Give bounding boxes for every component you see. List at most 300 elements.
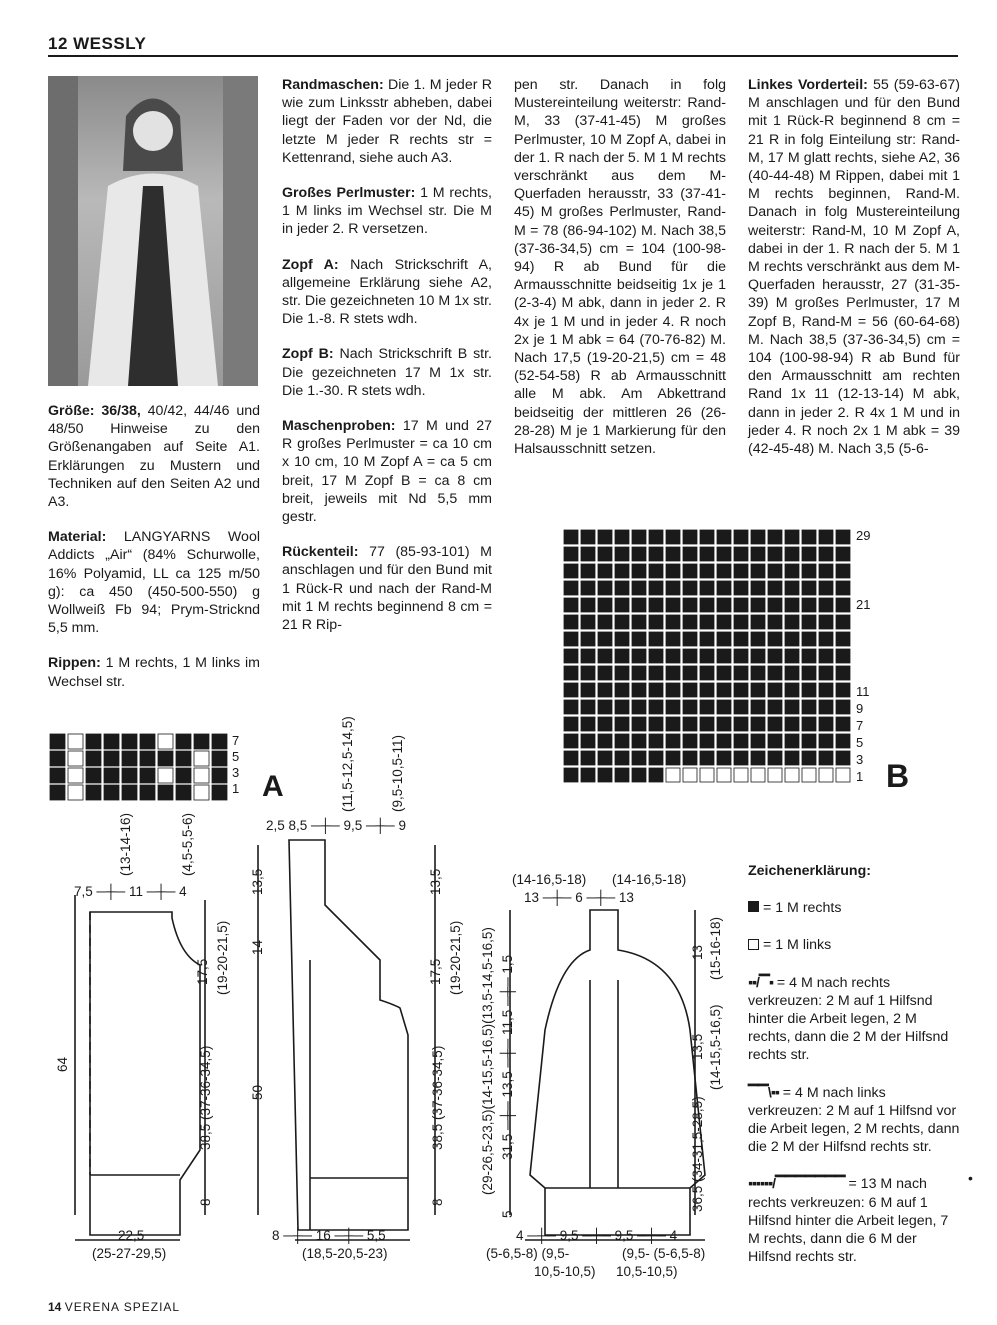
chart-b-cell: [751, 751, 765, 765]
chart-b-cell: [700, 700, 714, 714]
chart-b-cell: [836, 700, 850, 714]
chart-b-cell: [819, 649, 833, 663]
chart-b-cell: [819, 632, 833, 646]
chart-b-cell: [836, 666, 850, 680]
chart-b-cell: [717, 649, 731, 663]
chart-b-cell: [700, 666, 714, 680]
column-3: [514, 76, 726, 475]
chart-b-cell: [836, 632, 850, 646]
column-1: [48, 402, 260, 708]
chart-b-cell: [700, 649, 714, 663]
chart-a-row-3: 3: [232, 765, 240, 780]
page-number: 14: [48, 1300, 62, 1314]
chart-a-cell: [50, 751, 65, 766]
chart-b-cell: [819, 666, 833, 680]
chart-b-cell: [802, 615, 816, 629]
chart-b-cell: [564, 547, 578, 561]
chart-b-cell: [666, 700, 680, 714]
margin-mark: •: [968, 1170, 973, 1186]
chart-a-cell: [68, 768, 83, 783]
chart-b-cell: [751, 734, 765, 748]
chart-b-cell: [700, 683, 714, 697]
chart-b-cell: [666, 666, 680, 680]
chart-b-cell: [717, 666, 731, 680]
chart-b-cell: [700, 734, 714, 748]
chart-b-cell: [598, 632, 612, 646]
chart-b-cell: [581, 547, 595, 561]
chart-b-cell: [683, 700, 697, 714]
chart-a-cell: [176, 751, 191, 766]
chart-b-cell: [615, 700, 629, 714]
back-h-38-5: 38,5 (37-36-34,5): [198, 1045, 213, 1150]
chart-b-cell: [598, 547, 612, 561]
front-bottom-width-alt: (18,5-20,5-23): [302, 1246, 388, 1261]
chart-b-cell: [785, 717, 799, 731]
chart-a-cell: [212, 734, 227, 749]
chart-b-row-5: 5: [856, 735, 864, 750]
chart-b-cell: [717, 683, 731, 697]
chart-a-cell: [140, 734, 155, 749]
chart-b-row-21: 21: [856, 597, 871, 612]
chart-b-cell: [615, 751, 629, 765]
chart-b-cell: [751, 768, 765, 782]
chart-b-cell: [598, 768, 612, 782]
chart-b-cell: [683, 751, 697, 765]
linkes-vorderteil-label: Linkes Vorderteil:: [748, 77, 868, 93]
chart-b-cell: [768, 598, 782, 612]
chart-b-cell: [802, 547, 816, 561]
rippen-text: 1 M rechts, 1 M links im Wechsel str.: [48, 655, 260, 690]
chart-b-row-11: 11: [856, 684, 870, 699]
chart-b-cell: [819, 530, 833, 544]
chart-b-cell: [700, 564, 714, 578]
chart-b-cell: [734, 700, 748, 714]
chart-a-row-numbers: [232, 733, 239, 797]
chart-b-cell: [581, 564, 595, 578]
sleeve-top-alt-left: (14-16,5-18): [512, 872, 587, 887]
chart-b-cell: [751, 632, 765, 646]
chart-b-cell: [802, 530, 816, 544]
chart-b-cell: [581, 632, 595, 646]
chart-b-cell: [785, 564, 799, 578]
perlmuster-label: Großes Perlmuster:: [282, 185, 416, 202]
rueckenteil-continued-text: pen str. Danach in folg Mustereinteilung weiterstr: Rand-M, 33 (37-41-45) M großes Perlmuster, 10 M Zopf A, dabei in der 1. R nach der 5. M 1 M rechts verschränkt aus dem M-Querfaden herausstr, 33 (37-41-45) M großes Perlmuster, Rand-M = 78 (86-94-102) M. Nach 38,5 (37-36-34,5) cm = 104 (100-98-94) R ab Bund für die Armausschnitte beidseitig 1x je 1 (2-3-4) M abk, dann in jeder 2. R 4x je 1 M und in jeder 4. R noch 2x je 1 M abk = 64 (70-76-82) M. Nach 17,5 (19-20-21,5) cm = 48 (52-54-58) R ab Armausschnitt alle M abk. Am Abkettrand beidseitig der mittleren 26 (26-28-28) M je 1 Markierung für den Halsausschnitt setzen.: [514, 77, 726, 458]
chart-b-cell: [819, 581, 833, 595]
chart-b-cell: [598, 683, 612, 697]
chart-b-cell: [632, 530, 646, 544]
chart-b-cell: [751, 564, 765, 578]
front-bottom-width: 8 ─┼─ 16 ─┼─ 5,5: [272, 1228, 386, 1243]
chart-b-cell: [666, 649, 680, 663]
chart-b-cell: [819, 564, 833, 578]
knit-right-symbol-icon: [748, 901, 759, 912]
chart-a-cell: [104, 734, 119, 749]
chart-b-cell: [802, 683, 816, 697]
chart-b-cell: [785, 632, 799, 646]
chart-b-cell: [768, 530, 782, 544]
chart-b-cell: [768, 717, 782, 731]
chart-b-cell: [666, 717, 680, 731]
chart-b-row-9: 9: [856, 701, 864, 716]
chart-b-cell: [683, 632, 697, 646]
chart-b-cell: [768, 581, 782, 595]
chart-a-cell: [104, 768, 119, 783]
chart-a-row-7: 7: [232, 733, 240, 748]
chart-b-cell: [581, 649, 595, 663]
chart-b-cell: [564, 564, 578, 578]
chart-b-cell: [717, 700, 731, 714]
chart-b-cell: [598, 734, 612, 748]
back-piece-outline: [90, 912, 200, 1235]
chart-b-cell: [802, 751, 816, 765]
chart-b-cell: [615, 632, 629, 646]
chart-b-cell: [717, 530, 731, 544]
chart-b-cell: [598, 564, 612, 578]
chart-b-cell: [836, 530, 850, 544]
sleeve-left-rot-a: (29-26,5-23,5)(14-15,5-16,5)(13,5-14,5-16,5): [480, 927, 495, 1195]
legend-title: Zeichenerklärung:: [748, 863, 871, 879]
chart-b-cell: [819, 547, 833, 561]
chart-b-cell: [632, 564, 646, 578]
front-right-38-5: 38,5 (37-36-34,5): [430, 1045, 445, 1150]
chart-b-cell: [564, 632, 578, 646]
sleeve-right-13-5: 13,5: [690, 1033, 705, 1060]
back-height-64: 64: [55, 1056, 70, 1072]
chart-a-row-1: 1: [232, 781, 240, 796]
chart-b-cell: [700, 768, 714, 782]
front-top-rot-b: (9,5-10,5-11): [390, 734, 405, 812]
chart-b-cell: [632, 598, 646, 612]
chart-b-cell: [717, 751, 731, 765]
chart-b-cell: [768, 615, 782, 629]
chart-a-cell: [104, 751, 119, 766]
chart-b-cell: [717, 615, 731, 629]
chart-b-cell: [768, 547, 782, 561]
chart-b-cell: [734, 564, 748, 578]
chart-b-cell: [598, 700, 612, 714]
chart-b-cell: [717, 632, 731, 646]
chart-b-cell: [581, 734, 595, 748]
chart-b-cell: [649, 734, 663, 748]
chart-b-cell: [683, 564, 697, 578]
sleeve-right-13-5-alt: (14-15,5-16,5): [708, 1004, 723, 1090]
chart-a-cell: [176, 785, 191, 800]
randmaschen-text: Die 1. M jeder R wie zum Linksstr abheben, dabei liegt der Faden vor der Nd, die letzte M jeder R rechts str = Kettenrand, siehe auch A3.: [282, 77, 492, 166]
chart-b-cell: [598, 615, 612, 629]
chart-b: [562, 528, 854, 795]
chart-b-cell: [632, 768, 646, 782]
chart-b-cell: [802, 564, 816, 578]
sleeve-top-dims: 13 ─┼─ 6 ─┼─ 13: [524, 890, 634, 905]
chart-b-cell: [598, 598, 612, 612]
chart-b-cell: [683, 717, 697, 731]
chart-a-cell: [212, 785, 227, 800]
back-h-17-5: 17,5: [195, 958, 210, 985]
size-text: 40/42, 44/46 und 48/50 Hinweise zu den Größenangaben auf Seite A1. Erklärungen zu Mustern und Techniken auf den Seiten A2 und A3.: [48, 403, 260, 511]
front-left-13-5: 13,5: [250, 868, 265, 895]
chart-b-cell: [564, 751, 578, 765]
chart-b-cell: [564, 734, 578, 748]
maschenproben-text: 17 M und 27 R großes Perlmuster = ca 10 cm x 10 cm, 10 M Zopf A = ca 5 cm breit, 17 M Zopf B = ca 8 cm breit, jeweils mit Nd 5,5 mm gestr.: [282, 418, 492, 526]
sleeve-bottom-alt-a: (5-6,5-8) (9,5-: [486, 1246, 570, 1261]
chart-b-cell: [751, 649, 765, 663]
chart-b-cell: [751, 547, 765, 561]
knit-left-symbol-icon: [748, 939, 759, 950]
chart-b-cell: [717, 581, 731, 595]
chart-b-cell: [649, 547, 663, 561]
chart-b-cell: [836, 751, 850, 765]
chart-b-cell: [632, 581, 646, 595]
chart-b-cell: [615, 666, 629, 680]
chart-a-cell: [140, 768, 155, 783]
sleeve-bottom-alt-b: 10,5-10,5): [534, 1264, 596, 1279]
chart-b-cell: [564, 530, 578, 544]
chart-b-cell: [836, 564, 850, 578]
chart-a-cell: [86, 768, 101, 783]
cross-13-symbol-icon: ▪▪▪▪▪▪/▔▔▔▔▔▔▔: [748, 1176, 845, 1193]
chart-a-cell: [86, 785, 101, 800]
chart-b-cell: [836, 547, 850, 561]
back-h-8: 8: [198, 1198, 213, 1206]
chart-b-cell: [836, 683, 850, 697]
rueckenteil-label: Rückenteil:: [282, 544, 359, 561]
chart-b-cell: [785, 598, 799, 612]
chart-b-cell: [683, 598, 697, 612]
front-right-8: 8: [430, 1198, 445, 1206]
chart-a-cell: [122, 734, 137, 749]
chart-b-cell: [615, 717, 629, 731]
chart-b-cell: [683, 666, 697, 680]
cross-left-symbol-icon: ▔▔\▪▪: [748, 1084, 779, 1101]
chart-b-cell: [819, 734, 833, 748]
chart-b-cell: [785, 683, 799, 697]
chart-a-cell: [68, 734, 83, 749]
chart-b-cell: [717, 564, 731, 578]
chart-b-cell: [768, 700, 782, 714]
sleeve-left-5: 5: [500, 1210, 515, 1218]
chart-b-cell: [632, 666, 646, 680]
magazine-name: VERENA SPEZIAL: [64, 1300, 181, 1314]
chart-b-cell: [700, 632, 714, 646]
zopf-b-label: Zopf B:: [282, 346, 334, 363]
chart-b-cell: [785, 615, 799, 629]
chart-b-cell: [615, 768, 629, 782]
size-label: Größe: 36/38,: [48, 403, 141, 419]
chart-b-cell: [802, 666, 816, 680]
front-right-17-5: 17,5: [428, 958, 443, 985]
chart-b-cell: [666, 530, 680, 544]
chart-b-cell: [632, 649, 646, 663]
chart-b-cell: [819, 683, 833, 697]
chart-b-cell: [632, 734, 646, 748]
chart-b-cell: [649, 700, 663, 714]
randmaschen-label: Randmaschen:: [282, 77, 384, 93]
chart-b-cell: [666, 751, 680, 765]
chart-b-cell: [564, 717, 578, 731]
header-rule: [48, 55, 958, 57]
chart-a-cell: [158, 751, 173, 766]
chart-b-cell: [615, 683, 629, 697]
chart-a-grid: [48, 732, 298, 807]
chart-b-cell: [700, 598, 714, 612]
chart-b-cell: [666, 734, 680, 748]
chart-b-cell: [768, 734, 782, 748]
chart-a-cell: [122, 785, 137, 800]
chart-b-cell: [598, 717, 612, 731]
front-right-17-5-alt: (19-20-21,5): [448, 920, 463, 995]
chart-b-cell: [768, 666, 782, 680]
chart-b-cell: [734, 581, 748, 595]
chart-b-cell: [649, 768, 663, 782]
chart-b-cell: [632, 547, 646, 561]
chart-b-cell: [734, 768, 748, 782]
perlmuster-text: 1 M rechts, 1 M links im Wechsel str. Die M in jeder 2. R versetzen.: [282, 185, 492, 238]
chart-b-cell: [700, 717, 714, 731]
sleeve-right-36-5: 36,5 (34-31,5-28,5): [690, 1096, 705, 1212]
chart-b-cell: [734, 717, 748, 731]
chart-b-cell: [581, 598, 595, 612]
chart-b-cell: [632, 683, 646, 697]
chart-b-cell: [734, 751, 748, 765]
legend-cross-13: = 13 M nach rechts verkreuzen: 6 M auf 1 Hilfsnd hinter die Arbeit legen, 7 M rechts, dann die 6 M der Hilfsnd rechts str.: [748, 1176, 949, 1266]
chart-b-row-3: 3: [856, 752, 864, 767]
chart-b-cell: [717, 547, 731, 561]
chart-b-cell: [717, 734, 731, 748]
chart-b-cell: [683, 547, 697, 561]
chart-b-cell: [666, 683, 680, 697]
legend-knit-right: = 1 M rechts: [763, 900, 842, 917]
chart-b-cell: [598, 530, 612, 544]
chart-b-cell: [564, 768, 578, 782]
back-top-rot-b: (4,5-5,5-6): [180, 812, 195, 876]
chart-b-cell: [768, 564, 782, 578]
chart-b-cell: [615, 649, 629, 663]
chart-b-cell: [581, 751, 595, 765]
chart-b-cell: [819, 768, 833, 782]
chart-a-label: A: [262, 770, 284, 803]
chart-b-cell: [581, 581, 595, 595]
chart-b-cell: [717, 598, 731, 612]
chart-b-cell: [581, 683, 595, 697]
front-left-14: 14: [250, 939, 265, 955]
column-2: [282, 76, 492, 651]
chart-b-cell: [768, 632, 782, 646]
chart-b-cell: [802, 598, 816, 612]
chart-b-cell: [649, 666, 663, 680]
back-bottom-width-alt: (25-27-29,5): [92, 1246, 167, 1261]
back-bottom-width: 22,5: [118, 1228, 145, 1243]
chart-b-cell: [649, 615, 663, 629]
chart-b-cell: [564, 649, 578, 663]
chart-a-cell: [176, 768, 191, 783]
chart-b-row-1: 1: [856, 769, 864, 784]
chart-b-cell: [768, 768, 782, 782]
chart-b-cell: [632, 751, 646, 765]
chart-b-cell: [615, 598, 629, 612]
chart-b-cell: [836, 615, 850, 629]
chart-b-cell: [598, 751, 612, 765]
chart-b-cell: [819, 615, 833, 629]
chart-b-cell: [683, 649, 697, 663]
chart-b-grid: [562, 528, 854, 790]
chart-a-cell: [140, 751, 155, 766]
back-top-dims: 7,5 ─┼─ 11 ─┼─ 4: [74, 884, 187, 899]
chart-a-cell: [122, 751, 137, 766]
chart-b-cell: [666, 564, 680, 578]
column-4: [748, 76, 960, 475]
chart-b-cell: [751, 666, 765, 680]
chart-a-cell: [50, 785, 65, 800]
chart-b-cell: [717, 717, 731, 731]
chart-b-cell: [836, 649, 850, 663]
chart-b-cell: [598, 649, 612, 663]
chart-b-cell: [598, 581, 612, 595]
chart-b-cell: [649, 530, 663, 544]
chart-b-cell: [581, 666, 595, 680]
chart-a-cell: [212, 768, 227, 783]
chart-b-cell: [734, 547, 748, 561]
chart-a-cell: [158, 734, 173, 749]
chart-b-cell: [819, 717, 833, 731]
chart-b-cell: [802, 581, 816, 595]
chart-b-cell: [700, 530, 714, 544]
front-top-dims: 2,5 8,5 ─┼─ 9,5 ─┼─ 9: [266, 818, 406, 833]
chart-b-cell: [751, 700, 765, 714]
chart-b-cell: [581, 700, 595, 714]
chart-b-cell: [802, 734, 816, 748]
sleeve-right-13-alt: (15-16-18): [708, 916, 723, 980]
chart-b-cell: [785, 530, 799, 544]
chart-a-cell: [68, 751, 83, 766]
chart-b-cell: [581, 768, 595, 782]
chart-a-cell: [176, 734, 191, 749]
chart-b-cell: [683, 581, 697, 595]
chart-a-cell: [194, 734, 209, 749]
model-photo: [48, 76, 258, 386]
chart-b-cell: [751, 683, 765, 697]
zopf-b-text: Nach Strickschrift B str. Die gezeichneten 17 M 1x str. Die 1.-30. R stets wdh.: [282, 346, 492, 399]
chart-b-cell: [564, 666, 578, 680]
chart-b-cell: [751, 598, 765, 612]
chart-b-cell: [615, 530, 629, 544]
chart-b-cell: [581, 717, 595, 731]
chart-b-cell: [700, 751, 714, 765]
chart-b-cell: [802, 700, 816, 714]
chart-b-label: B: [886, 758, 910, 794]
chart-b-cell: [581, 615, 595, 629]
chart-b-cell: [700, 615, 714, 629]
chart-b-cell: [836, 717, 850, 731]
sleeve-bottom-dims: 4 ─┼─ 9,5 ─┼─ 9,5 ─┼─ 4: [516, 1228, 678, 1243]
legend-knit-left: = 1 M links: [763, 937, 832, 954]
legend-cross-left: = 4 M nach links verkreuzen: 2 M auf 1 Hilfsnd vor die Arbeit legen, 2 M rechts, dann die 2 M der Hilfsnd rechts str.: [748, 1084, 960, 1156]
chart-b-cell: [649, 717, 663, 731]
sleeve-top-alt-right: (14-16,5-18): [612, 872, 687, 887]
chart-a-cell: [212, 751, 227, 766]
zopf-a-label: Zopf A:: [282, 256, 339, 273]
chart-a-cell: [50, 768, 65, 783]
chart-a-cell: [104, 785, 119, 800]
chart-b-cell: [649, 683, 663, 697]
footer: [48, 1300, 180, 1314]
chart-b-cell: [734, 530, 748, 544]
chart-b-cell: [615, 547, 629, 561]
chart-b-cell: [649, 632, 663, 646]
chart-b-cell: [632, 717, 646, 731]
model-photo-illustration: [48, 76, 258, 386]
chart-b-cell: [734, 649, 748, 663]
front-piece-outline: [289, 840, 408, 1230]
